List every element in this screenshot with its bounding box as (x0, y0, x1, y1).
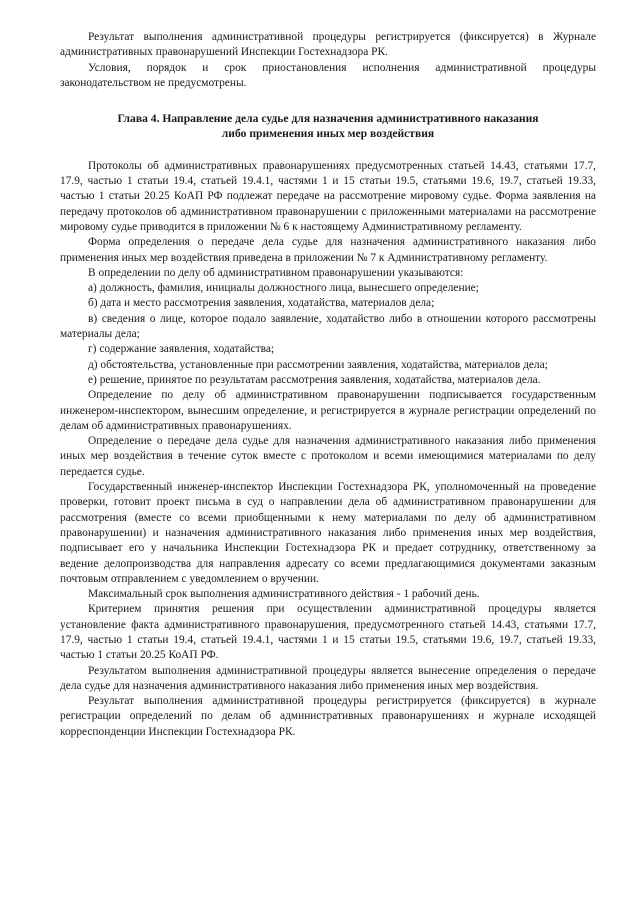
paragraph-procedure-result: Результатом выполнения административной процедуры является вынесение определения о передаче дела судье для назначения административного наказания либо применения иных мер воздействия. (60, 664, 596, 692)
list-item-e: е) решение, принятое по результатам рассмотрения заявления, ходатайства, материалов дела. (88, 373, 541, 386)
list-item-v: в) сведения о лице, которое подало заявление, ходатайство либо в отношении которого рассмотрены материалы дела; (60, 312, 596, 341)
chapter-title-line-2: либо применения иных мер воздействия (221, 127, 435, 141)
chapter-title-line-1: Глава 4. Направление дела судье для назначения административного наказания (117, 112, 539, 126)
list-item-a: а) должность, фамилия, инициалы должностного лица, вынесшего определение; (88, 282, 479, 295)
paragraph-determination-signing: Определение по делу об административном правонарушении подписывается государственным инженером-инспектором, вынесшим определение, и регистрируется в журнале регистрации определений по делам об административных правонарушениях. (60, 389, 596, 432)
paragraph-decision-criterion: Критерием принятия решения при осуществлении административной процедуры является установление факта административного правонарушения, предусмотренного статьей 14.43, статьями 17.7, 17.9, частью 1 статьи 19.4, статьей 19.4.1, частями 1 и 15 статьи 19.5, статьями 19.6, 19.7, статьей 19.33, частью 1 статьи 20.25 КоАП РФ. (60, 603, 596, 662)
paragraph-suspension-conditions: Условия, порядок и срок приостановления исполнения административной процедуры законодательством не предусмотрены. (60, 61, 596, 89)
paragraph-result-registration-journal: Результат выполнения административной процедуры регистрируется (фиксируется) в Журнале административных правонарушений Инспекции Гостехнадзора РК. (60, 31, 596, 59)
paragraph-determination-contents-intro: В определении по делу об административном правонарушении указываются: (88, 266, 464, 279)
paragraph-determination-form: Форма определения о передаче дела судье для назначения административного наказания либо применения иных мер воздействия приведена в приложении № 7 к Административному регламенту. (60, 236, 596, 264)
list-item-d: д) обстоятельства, установленные при рассмотрении заявления, ходатайства, материалов дела; (88, 358, 548, 371)
paragraph-result-registration: Результат выполнения административной процедуры регистрируется (фиксируется) в журнале регистрации определений по делам об административных правонарушениях и журнале исходящей корреспонденции Инспекции Гостехнадзора РК. (60, 695, 596, 738)
paragraph-inspector-letter: Государственный инженер-инспектор Инспекции Гостехнадзора РК, уполномоченный на проведение проверки, готовит проект письма в суд о направлении дела об административном правонарушении для рассмотрения (вместе со всеми приобщенными к нему материалами по делу об административном правонарушении) и назначения административного наказания либо применения иных мер воздействия, подписывает его у начальника Инспекции Гостехнадзора РК и предает сотруднику, ответственному за ведение делопроизводства для направления адресату со всеми предлагающимися документами заказным почтовым отправлением с уведомлением о вручении. (60, 481, 596, 585)
list-item-b: б) дата и место рассмотрения заявления, ходатайства, материалов дела; (88, 297, 435, 310)
chapter-title (60, 111, 596, 142)
paragraph-protocols-transfer: Протоколы об административных правонарушениях предусмотренных статьей 14.43, статьями 17.7, 17.9, частью 1 статьи 19.4, статьей 19.4.1, частями 1 и 15 статьи 19.5, статьями 19.6, 19.7, статьей 19.33, частью 1 статьи 20.25 КоАП РФ подлежат передаче на рассмотрение мировому судье. Форма заявления на передачу протоколов об административном правонарушении с приложенными материалами на рассмотрение мировому судье приводится в приложении № 6 к настоящему Административному регламенту. (60, 159, 596, 233)
paragraph-max-term: Максимальный срок выполнения административного действия - 1 рабочий день. (88, 588, 480, 601)
list-item-g: г) содержание заявления, ходатайства; (88, 343, 275, 356)
document-body (60, 30, 596, 740)
paragraph-determination-transfer: Определение о передаче дела судье для назначения административного наказания либо применения иных мер воздействия в течение суток вместе с протоколом и всеми имеющимися материалами по делу передается судье. (60, 435, 596, 478)
